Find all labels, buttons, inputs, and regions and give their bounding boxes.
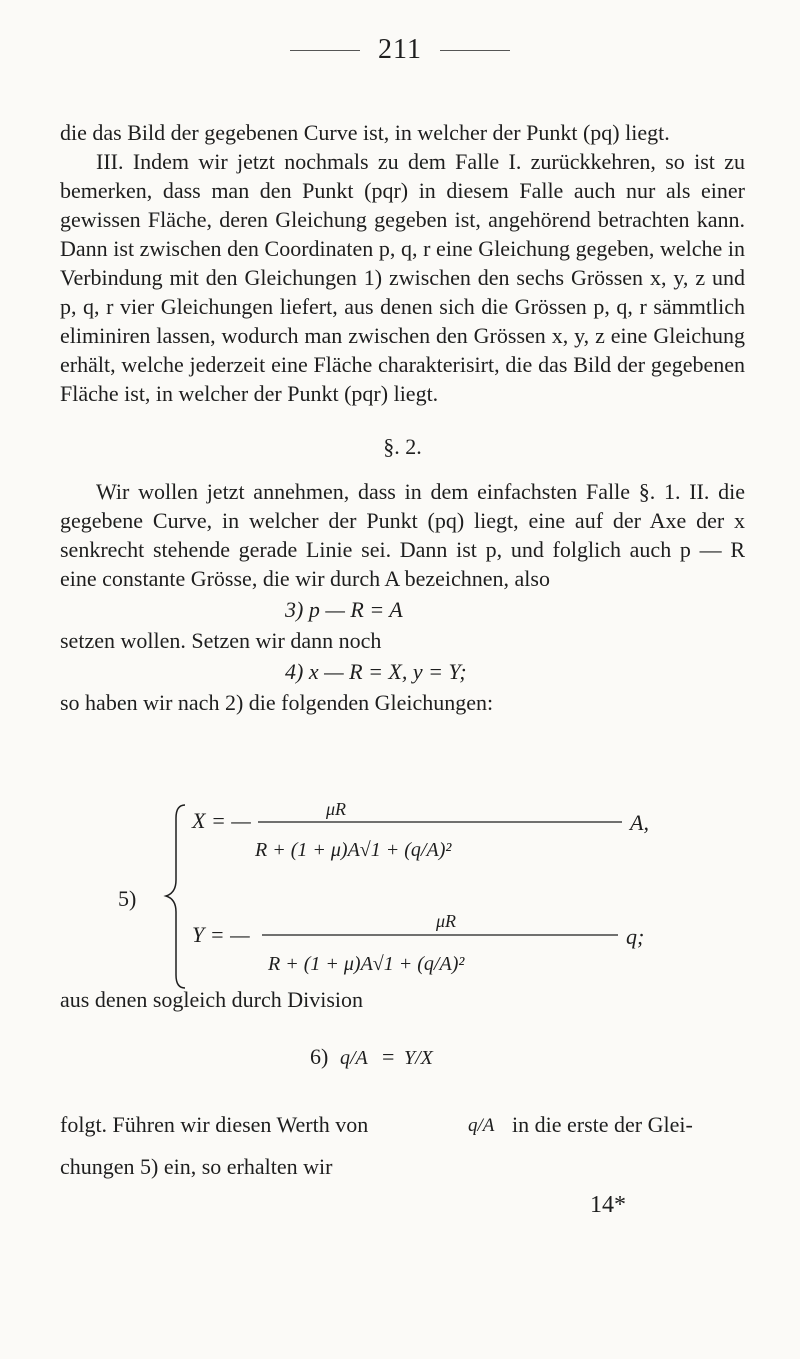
eq5-y-lhs: Y = — <box>192 922 250 947</box>
paragraph-1: die das Bild der gegebenen Curve ist, in welcher der Punkt (pq) liegt. <box>60 120 670 145</box>
eq6-equals: = <box>382 1044 395 1069</box>
equation-brace <box>166 805 185 988</box>
eq5-x-tail: A, <box>630 810 649 835</box>
paragraph-7b: in die erste der Glei- <box>512 1112 693 1137</box>
paragraph-8: chungen 5) ein, so erhalten wir <box>60 1154 333 1179</box>
paragraph-3: Wir wollen jetzt annehmen, dass in dem einfachsten Falle §. 1. II. die gegebene Curve, in welcher der Punkt (pq) liegt, eine auf der Axe der x senkrecht stehende gerade Linie sei. Dann ist p, und folglich auch p — R eine constante Grösse, die wir durch A bezeichnen, also <box>60 479 745 591</box>
eq5-y-denominator: R + (1 + μ)A√1 + (q/A)² <box>268 953 465 975</box>
eq6-lhs: q/A <box>340 1047 368 1069</box>
eq5-y-numerator: μR <box>436 911 457 931</box>
page-number: 211 <box>378 34 422 65</box>
equation-5-label: 5) <box>118 886 137 911</box>
inline-fraction: q/A <box>468 1115 495 1136</box>
paragraph-6: aus denen sogleich durch Division <box>60 987 364 1012</box>
section-heading: §. 2. <box>383 434 422 459</box>
equation-3: 3) p — R = A <box>285 597 403 622</box>
eq5-x-denominator: R + (1 + μ)A√1 + (q/A)² <box>255 839 452 861</box>
eq5-x-lhs: X = — <box>192 808 251 833</box>
eq6-rhs: Y/X <box>404 1047 433 1069</box>
eq5-y-tail: q; <box>626 924 645 949</box>
paragraph-4: setzen wollen. Setzen wir dann noch <box>60 628 382 653</box>
signature-mark: 14* <box>590 1192 626 1218</box>
eq5-x-numerator: μR <box>326 799 347 819</box>
equation-6-label: 6) <box>310 1044 329 1069</box>
equation-4: 4) x — R = X, y = Y; <box>285 659 467 684</box>
paragraph-2: III. Indem wir jetzt nochmals zu dem Falle I. zurückkehren, so ist zu bemerken, dass man den Punkt (pqr) in diesem Falle auch nur als einer gewissen Fläche, deren Gleichung gegeben ist, angehörend betrachten kann. Dann ist zwischen den Coordinaten p, q, r eine Gleichung gegeben, welche in Verbindung mit den Gleichungen 1) zwischen den sechs Grössen x, y, z und p, q, r vier Gleichungen liefert, aus denen sich die Grössen p, q, r sämmtlich eliminiren lassen, wodurch man zwischen den Grössen x, y, z eine Gleichung erhält, welche jederzeit eine Fläche charakterisirt, die das Bild der gegebenen Fläche ist, in welcher der Punkt (pqr) liegt. <box>60 149 745 406</box>
paragraph-7a: folgt. Führen wir diesen Werth von <box>60 1112 369 1137</box>
paragraph-5: so haben wir nach 2) die folgenden Gleichungen: <box>60 690 494 715</box>
